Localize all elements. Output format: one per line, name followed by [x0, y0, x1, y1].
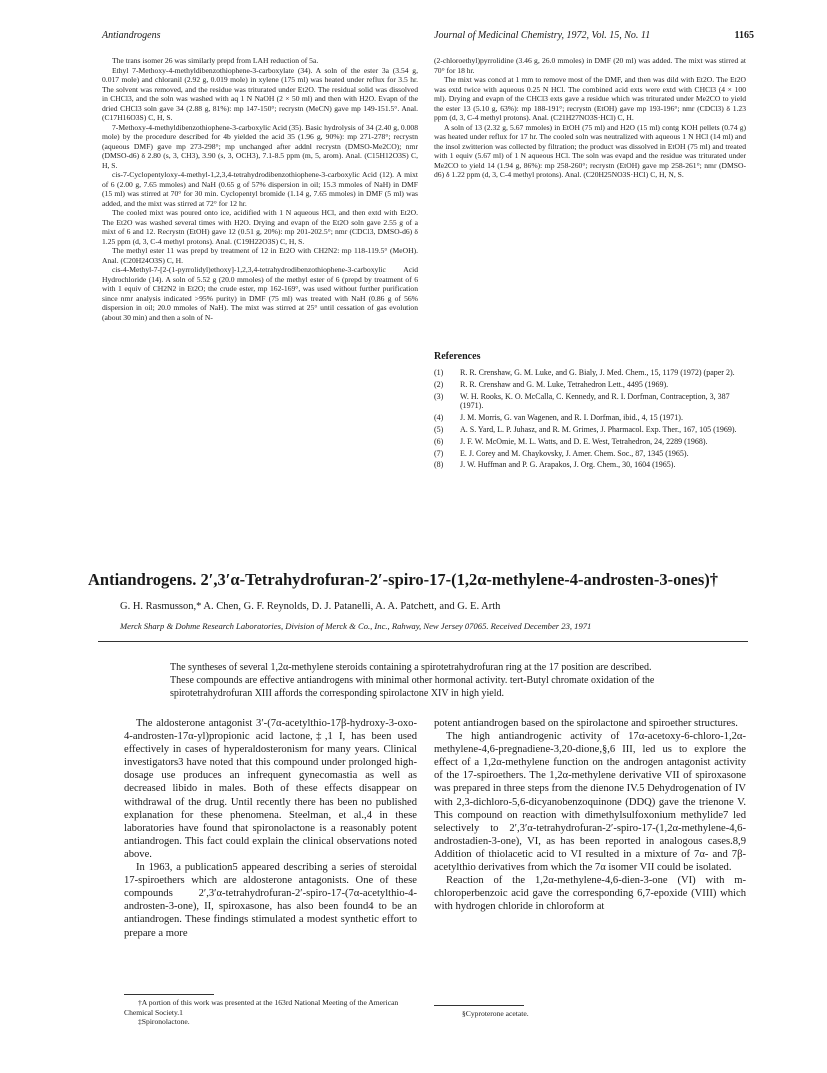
paragraph: A soln of 13 (2.32 g, 5.67 mmoles) in EtOH (75 ml) and H2O (15 ml) contg KOH pellets (0.74 g) was heated under reflux for 17 hr. The cooled soln was neutralized with aqueous 1 N HCl (14 ml) and the insol zwitterion was collected by filtration; the product was dissolved in EtOH (75 ml) and treated with 1 equiv (5.67 ml) of 1 N aqueous HCl. The soln was evapd and the residue was triturated under Me2CO to yield 14 (1.94 g, 86%): mp 258-260°; recrystn (EtOH) gave mp 258-261°; nmr (DMSO-d6) δ 1.22 ppm (d, 3, C-4 methyl protons). Anal. (C20H25NO3S·HCl) C, H, N, S.	[434, 122, 746, 179]
reference-text: E. J. Corey and M. Chaykovsky, J. Amer. Chem. Soc., 87, 1345 (1965).	[460, 448, 689, 458]
article-title: Antiandrogens. 2′,3′α-Tetrahydrofuran-2′-spiro-17-(1,2α-methylene-4-androsten-3-ones)†	[88, 570, 718, 589]
reference-text: R. R. Crenshaw and G. M. Luke, Tetrahedron Lett., 4495 (1969).	[460, 379, 669, 389]
reference-text: R. R. Crenshaw, G. M. Luke, and G. Bialy, J. Med. Chem., 15, 1179 (1972) (paper 2).	[460, 368, 735, 377]
footnote-divider	[124, 994, 214, 995]
journal-citation: Journal of Medicinal Chemistry, 1972, Vol. 15, No. 11	[434, 30, 651, 41]
reference-number: (3)	[434, 391, 444, 401]
reference-number: (7)	[434, 448, 444, 458]
paragraph: The methyl ester 11 was prepd by treatment of 12 in Et2O with CH2N2: mp 118-119.5° (MeOH). Anal. (C20H24O3S) C, H.	[102, 246, 418, 265]
reference-item	[434, 380, 746, 390]
paragraph: The aldosterone antagonist 3′-(7α-acetylthio-17β-hydroxy-3-oxo-4-androsten-17α-yl)propionic acid lactone,‡,1 I, has been used effectively in cases of hyperaldosteronism for many years. Clinical investigators3 have noted that this compound under prolonged high-dosage use produces an infrequent gynecomastia as well as decreased libido in males. Both of these effects disappear on withdrawal of the drug. Until recently there has been no published explanation for these phenomena. Steelman, et al.,4 in these laboratories have found that spironolactone is a reasonably potent antiandrogen. This fact could explain the clinical observations noted above.	[124, 718, 417, 860]
reference-item	[434, 392, 746, 412]
divider	[98, 641, 748, 642]
paragraph: The high antiandrogenic activity of 17α-acetoxy-6-chloro-1,2α-methylene-4,6-pregnadiene-3,20-dione,§,6 III, led us to explore the effect of a 1,2α-methylene function on the androgen antagonist activity of the 17-spiroethers. The 1,2α-methylene derivative VII of spiroxasone was prepared in three steps from the dienone IV.5 Dehydrogenation of IV with 2,3-dichloro-5,6-dicyanobenzoquinone (DDQ) gave the trienone V. This compound on reaction with dimethylsulfoxonium methylide7 led selectively to 2′,3′α-tetrahydrofuran-2′-spiro-17-(1,2α-methylene-4,6-androstadien-3-one), VI, as has been reported in analogous cases.8,9 Addition of thiolacetic acid to VI resulted in a mixture of 7α- and 7β-acetylthio derivatives from which the 7α isomer VII could be isolated.	[434, 731, 746, 874]
reference-number: (5)	[434, 424, 444, 434]
page-number: 1165	[734, 30, 754, 41]
footnotes-right	[448, 1009, 728, 1019]
reference-item	[434, 413, 746, 423]
footnote: ‡Spironolactone.	[138, 1017, 190, 1027]
reference-item	[434, 437, 746, 447]
reference-text: J. W. Huffman and P. G. Arapakos, J. Org. Chem., 30, 1604 (1965).	[460, 460, 676, 470]
body-column-left	[124, 717, 417, 940]
reference-item	[434, 460, 746, 470]
paragraph: Ethyl 7-Methoxy-4-methyldibenzothiophene-3-carboxylate (34). A soln of the ester 3a (3.54 g, 0.017 mole) and chloranil (2.92 g, 0.019 mole) in xylene (175 ml) was heated under reflux for 3.5 hr. The solvent was removed, and the residue was triturated under Et2O. The residual solid was dissolved in CHCl3, and the soln was washed with aq 1 N NaOH (2 × 50 ml) and then with H2O. Evapn of the dried CHCl3 soln gave 34 (2.88 g, 81%): mp 147-150°; recrystn (MeCN) gave mp 149-151.5°. Anal. (C17H16O3S) C, H, S.	[102, 65, 418, 122]
article-abstract: The syntheses of several 1,2α-methylene steroids containing a spirotetrahydrofuran ring at the 17 position are described. These compounds are effective antiandrogens with minimal other hormonal activity. tert-Butyl chromate oxidation of the spirotetrahydrofuran XIII affords the corresponding spirolactone XIV in high yield.	[170, 662, 655, 699]
running-head-left: Antiandrogens	[102, 30, 161, 41]
paragraph: The cooled mixt was poured onto ice, acidified with 1 N aqueous HCl, and then extd with Et2O. The Et2O was washed several times with H2O. Drying and evapn of the Et2O soln gave 2.55 g of a mixt of 6 and 12. Recrystn (EtOH) gave 12 (0.51 g, 20%): mp 201-202.5°; nmr (CDCl3, DMSO-d6) δ 1.25 ppm (d, 3, C-4 methyl protons). Anal. (C19H22O3S) C, H, S.	[102, 208, 418, 246]
reference-text: J. M. Morris, G. van Wagenen, and R. I. Dorfman, ibid., 4, 15 (1971).	[460, 413, 683, 423]
paragraph: The trans isomer 26 was similarly prepd from LAH reduction of 5a.	[112, 56, 319, 65]
paragraph: cis-4-Methyl-7-[2-(1-pyrrolidyl)ethoxy]-1,2,3,4-tetrahydrodibenzothiophene-3-carboxylic Acid Hydrochloride (14). A soln of 5.52 g (20.0 mmoles) of the methyl ester of 6 (prepd by treatment of 6 with 1 equiv of CH2N2 in Et2O; the crude ester, mp 162-169°, was used without further purification since nmr analysis indicated >95% purity) in DMF (75 ml) was treated with NaH (0.86 g of 56% dispersion in oil; 20.0 mmoles of NaH). The mixt was stirred at 25° until cessation of gas evolution (about 30 min) and then a soln of N-	[102, 265, 418, 322]
footnote-divider	[434, 1005, 524, 1006]
reference-text: W. H. Rooks, K. O. McCalla, C. Kennedy, and R. I. Dorfman, Contraception, 3, 387 (1971).	[460, 391, 730, 411]
references-list	[434, 368, 746, 472]
paragraph: 7-Methoxy-4-methyldibenzothiophene-3-carboxylic Acid (35). Basic hydrolysis of 34 (2.40 g, 0.008 mole) by the procedure described for 4b yielded the acid 35 (1.96 g, 90%): mp 271-278°; recrystn (aqueous DMF) gave mp 273-298°; mp unchanged after addnl recrystn (DMSO-Me2CO); nmr (DMSO-d6) δ 2.80 (s, 3, CH3), 3.90 (s, 3, OCH3), 7.1-8.5 ppm (m, 5, arom). Anal. (C15H12O3S) C, H, S.	[102, 122, 418, 170]
footnote: §Cyproterone acetate.	[462, 1009, 529, 1018]
paragraph: cis-7-Cyclopentyloxy-4-methyl-1,2,3,4-tetrahydrodibenzothiophene-3-carboxylic Acid (12). A mixt of 6 (2.00 g, 7.65 mmoles) and NaH (0.65 g of 57% dispersion in oil; 15.3 mmoles of NaH) in DMF (15 ml) was stirred at 70° for 30 min. Cyclopentyl bromide (1.14 g, 7.65 mmoles) in DMF (5 ml) was added, and the mixt was stirred at 72° for 12 hr.	[102, 170, 418, 208]
reference-item	[434, 425, 746, 435]
article-authors: G. H. Rasmusson,* A. Chen, G. F. Reynolds, D. J. Patanelli, A. A. Patchett, and G. E. Arth	[120, 601, 501, 612]
reference-number: (4)	[434, 413, 444, 423]
paragraph: The mixt was concd at 1 mm to remove most of the DMF, and then was dild with Et2O. The Et2O was extd twice with aqueous 0.25 N HCl. The combined acid exts were extd with CHCl3 (4 × 100 ml). Drying and evapn of the CHCl3 exts gave a residue which was triturated under Me2CO to yield the ester 13 (5.10 g, 63%): mp 188-191°; recrystn (EtOH) gave mp 193-196°; nmr (CDCl3) δ 1.23 ppm (d, 3, C-4 methyl protons). Anal. (C21H27NO3S·HCl) C, H.	[434, 75, 746, 122]
references-heading: References	[434, 351, 481, 362]
experimental-column-right	[434, 56, 746, 180]
running-head-right	[434, 30, 754, 41]
reference-number: (8)	[434, 460, 444, 470]
footnote: †A portion of this work was presented at the 163rd National Meeting of the American Chemical Society.1	[124, 998, 399, 1017]
experimental-column-left	[102, 56, 418, 322]
reference-number: (1)	[434, 368, 444, 377]
reference-item	[434, 449, 746, 459]
reference-text: A. S. Yard, L. P. Juhasz, and R. M. Grimes, J. Pharmacol. Exp. Ther., 167, 105 (1969).	[460, 424, 737, 434]
article-affiliation: Merck Sharp & Dohme Research Laboratories, Division of Merck & Co., Inc., Rahway, New Jersey 07065. Received December 23, 1971	[120, 621, 592, 631]
paragraph: In 1963, a publication5 appeared describing a series of steroidal 17-spiroethers which are aldosterone antagonists. One of these compounds 2′,3′α-tetrahydrofuran-2′-spiro-17-(7α-acetylthio-4-androsten-3-one), II, spiroxasone, has also been found4 to be an antiandrogen. These findings stimulated a modest synthetic effort to prepare a more	[124, 862, 417, 939]
reference-item	[434, 368, 746, 378]
reference-text: J. F. W. McOmie, M. L. Watts, and D. E. West, Tetrahedron, 24, 2289 (1968).	[460, 436, 708, 446]
paragraph: Reaction of the 1,2α-methylene-4,6-dien-3-one (VI) with m-chloroperbenzoic acid gave the corresponding 6,7-epoxide (VIII) which with hydrogen chloride in chloroform at	[434, 875, 746, 913]
reference-number: (2)	[434, 379, 444, 389]
paragraph: (2-chloroethyl)pyrrolidine (3.46 g, 26.0 mmoles) in DMF (20 ml) was added. The mixt was stirred at 70° for 18 hr.	[434, 56, 746, 75]
reference-number: (6)	[434, 436, 444, 446]
body-column-right	[434, 717, 746, 913]
footnotes-left	[124, 998, 418, 1027]
paragraph: potent antiandrogen based on the spirolactone and spiroether structures.	[434, 718, 738, 729]
